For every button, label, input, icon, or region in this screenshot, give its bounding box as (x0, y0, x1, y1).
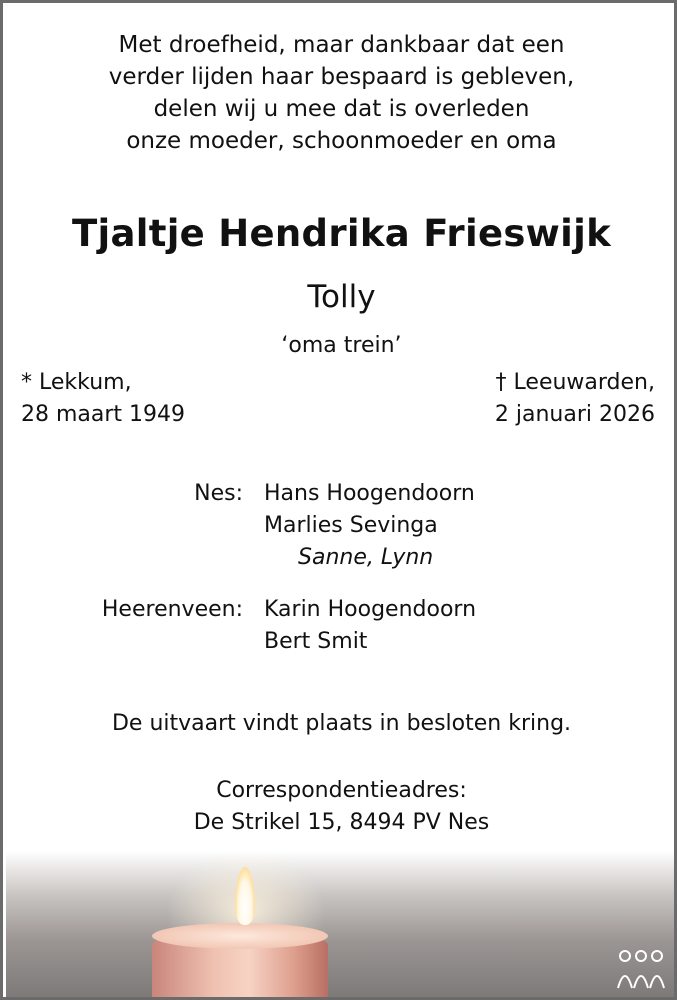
intro-line: Met droefheid, maar dankbaar dat een (118, 32, 565, 58)
family-names-nes (264, 478, 475, 574)
family-member: Marlies Sevinga (264, 513, 438, 538)
correspondence-label: Correspondentieadres: (216, 778, 467, 803)
family-names-heerenveen (264, 594, 476, 658)
intro-line: verder lijden haar bespaard is gebleven, (108, 64, 575, 90)
correspondence (3, 775, 677, 839)
death-date: 2 januari 2026 (494, 402, 655, 427)
deceased-alias: ‘oma trein’ (281, 333, 402, 358)
funeral-notice: De uitvaart vindt plaats in besloten kring. (111, 711, 572, 736)
candle-top (152, 923, 328, 949)
intro-text (3, 29, 677, 157)
deceased-name: Tjaltje Hendrika Frieswijk (71, 212, 612, 255)
grandchildren: Sanne, Lynn (298, 545, 434, 570)
family-member: Hans Hoogendoorn (264, 481, 475, 506)
family-place-heerenveen: Heerenveen: (101, 597, 243, 622)
family-member: Bert Smit (264, 629, 368, 654)
family-place-nes: Nes: (194, 481, 243, 506)
birth-place: * Lekkum, (21, 370, 132, 395)
candle-photo (6, 851, 677, 1000)
birth-info (21, 367, 185, 431)
death-place: † Leeuwarden, (495, 370, 655, 395)
correspondence-address: De Strikel 15, 8494 PV Nes (193, 810, 490, 835)
people-logo-icon (615, 948, 667, 992)
death-info (495, 367, 655, 431)
birth-date: 28 maart 1949 (21, 402, 186, 427)
deceased-nickname: Tolly (307, 279, 376, 315)
intro-line: delen wij u mee dat is overleden (153, 96, 530, 122)
family-member: Karin Hoogendoorn (264, 597, 477, 622)
intro-line: onze moeder, schoonmoeder en oma (126, 128, 557, 154)
